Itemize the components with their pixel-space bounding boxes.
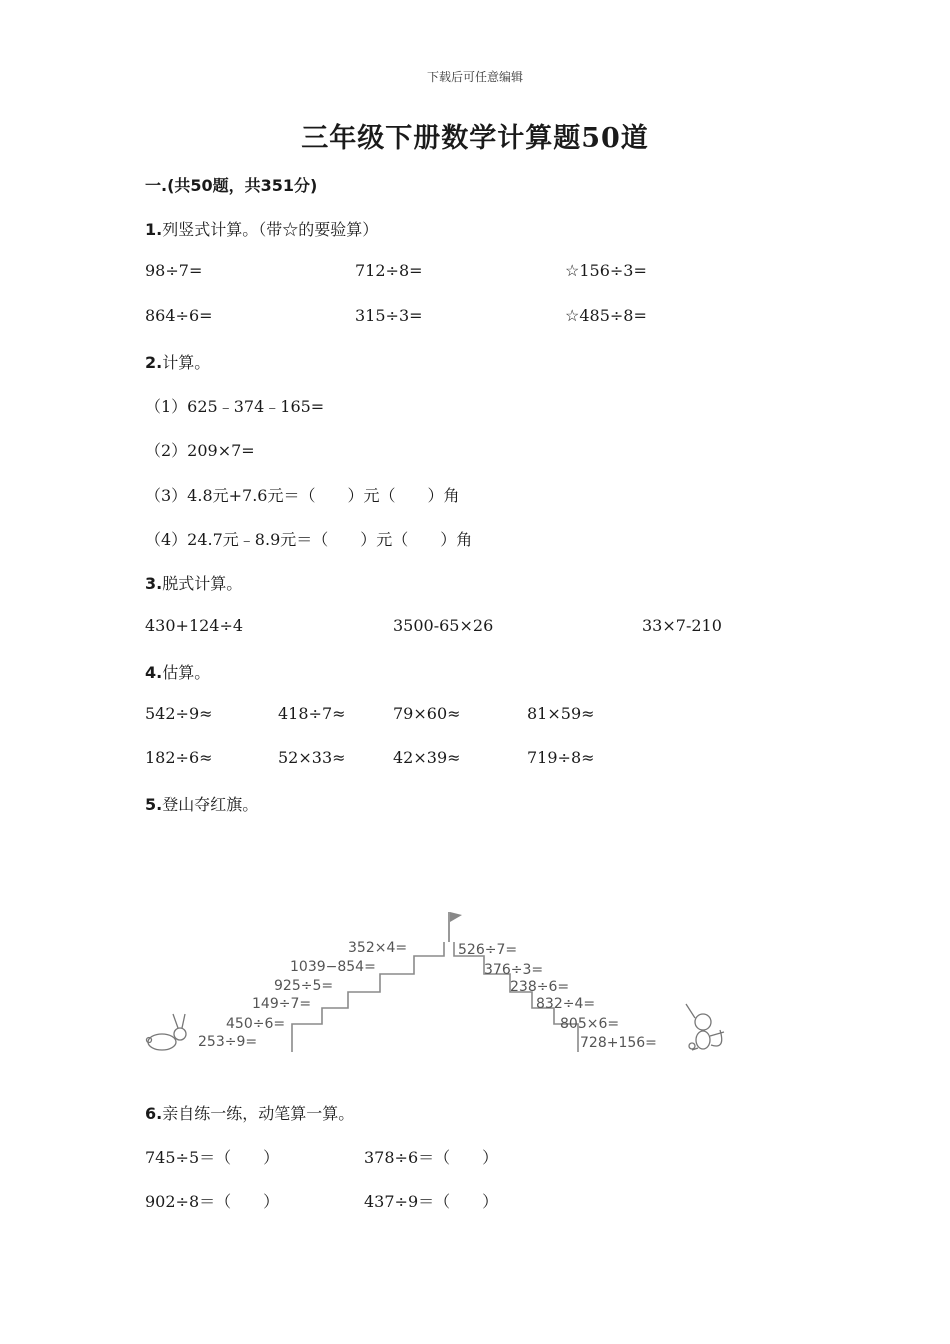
question-2-heading [145, 350, 210, 373]
question-1-heading [145, 217, 378, 240]
red-flag-icon [450, 912, 462, 922]
monkey-icon [686, 1004, 724, 1050]
question-number: 2. [145, 353, 163, 372]
right-step-label: 832÷4= [536, 996, 596, 1012]
q3-item: 33×7-210 [642, 616, 722, 635]
q4-item: 52×33≈ [278, 748, 346, 767]
question-6-heading [145, 1101, 354, 1124]
q6-item: 745÷5＝（ ） [145, 1148, 280, 1167]
right-step-label: 805×6= [560, 1016, 620, 1032]
right-step-label: 728+156= [580, 1035, 657, 1051]
q2-item: （4）24.7元﹣8.9元＝（ ）元（ ）角 [145, 530, 473, 549]
q6-item: 902÷8＝（ ） [145, 1192, 280, 1211]
q4-item: 719÷8≈ [527, 748, 595, 767]
q4-item: 42×39≈ [393, 748, 461, 767]
q3-item: 3500-65×26 [393, 616, 494, 635]
left-step-label: 450÷6= [226, 1016, 286, 1032]
q1-item: ☆485÷8= [565, 306, 647, 325]
question-number: 6. [145, 1104, 163, 1123]
question-number: 4. [145, 663, 163, 682]
section-heading: 一.(共50题，共351分) [145, 176, 318, 195]
q1-item: 864÷6= [145, 306, 213, 325]
q3-item: 430+124÷4 [145, 616, 244, 635]
left-step-label: 253÷9= [198, 1034, 258, 1050]
question-number: 1. [145, 220, 163, 239]
question-prompt: 亲自练一练，动笔算一算。 [162, 1104, 355, 1123]
q1-item: 315÷3= [355, 306, 423, 325]
left-step-label: 925÷5= [274, 978, 334, 994]
q4-item: 418÷7≈ [278, 704, 346, 723]
question-prompt: 计算。 [162, 353, 211, 372]
q4-item: 81×59≈ [527, 704, 595, 723]
q2-item: （3）4.8元+7.6元＝（ ）元（ ）角 [145, 486, 460, 505]
page-title: 三年级下册数学计算题50道 [301, 123, 649, 154]
right-step-label: 238÷6= [510, 979, 570, 995]
q4-item: 182÷6≈ [145, 748, 213, 767]
q6-item: 378÷6＝（ ） [364, 1148, 499, 1167]
question-3-heading [145, 571, 242, 594]
q4-item: 542÷9≈ [145, 704, 213, 723]
q6-item: 437÷9＝（ ） [364, 1192, 499, 1211]
q2-item: （2）209×7= [145, 441, 255, 460]
header-note: 下载后可任意编辑 [426, 70, 523, 84]
question-prompt: 登山夺红旗。 [162, 795, 259, 814]
left-step-label: 149÷7= [252, 996, 312, 1012]
q2-item: （1）625﹣374﹣165= [145, 397, 325, 416]
q1-item: ☆156÷3= [565, 261, 647, 280]
left-step-label: 352×4= [348, 940, 408, 956]
q4-item: 79×60≈ [393, 704, 461, 723]
mountain-climb-figure [140, 900, 740, 1060]
q1-item: 98÷7= [145, 261, 203, 280]
question-prompt: 估算。 [162, 663, 211, 682]
question-prompt: 列竖式计算。（带☆的要验算） [162, 220, 379, 239]
rabbit-icon [147, 1014, 187, 1050]
question-number: 5. [145, 795, 163, 814]
question-4-heading [145, 660, 210, 683]
left-step-label: 1039−854= [290, 959, 376, 975]
question-prompt: 脱式计算。 [162, 574, 243, 593]
right-step-label: 526÷7= [458, 942, 518, 958]
right-step-label: 376÷3= [484, 962, 544, 978]
q1-item: 712÷8= [355, 261, 423, 280]
question-5-heading [145, 792, 258, 815]
question-number: 3. [145, 574, 163, 593]
